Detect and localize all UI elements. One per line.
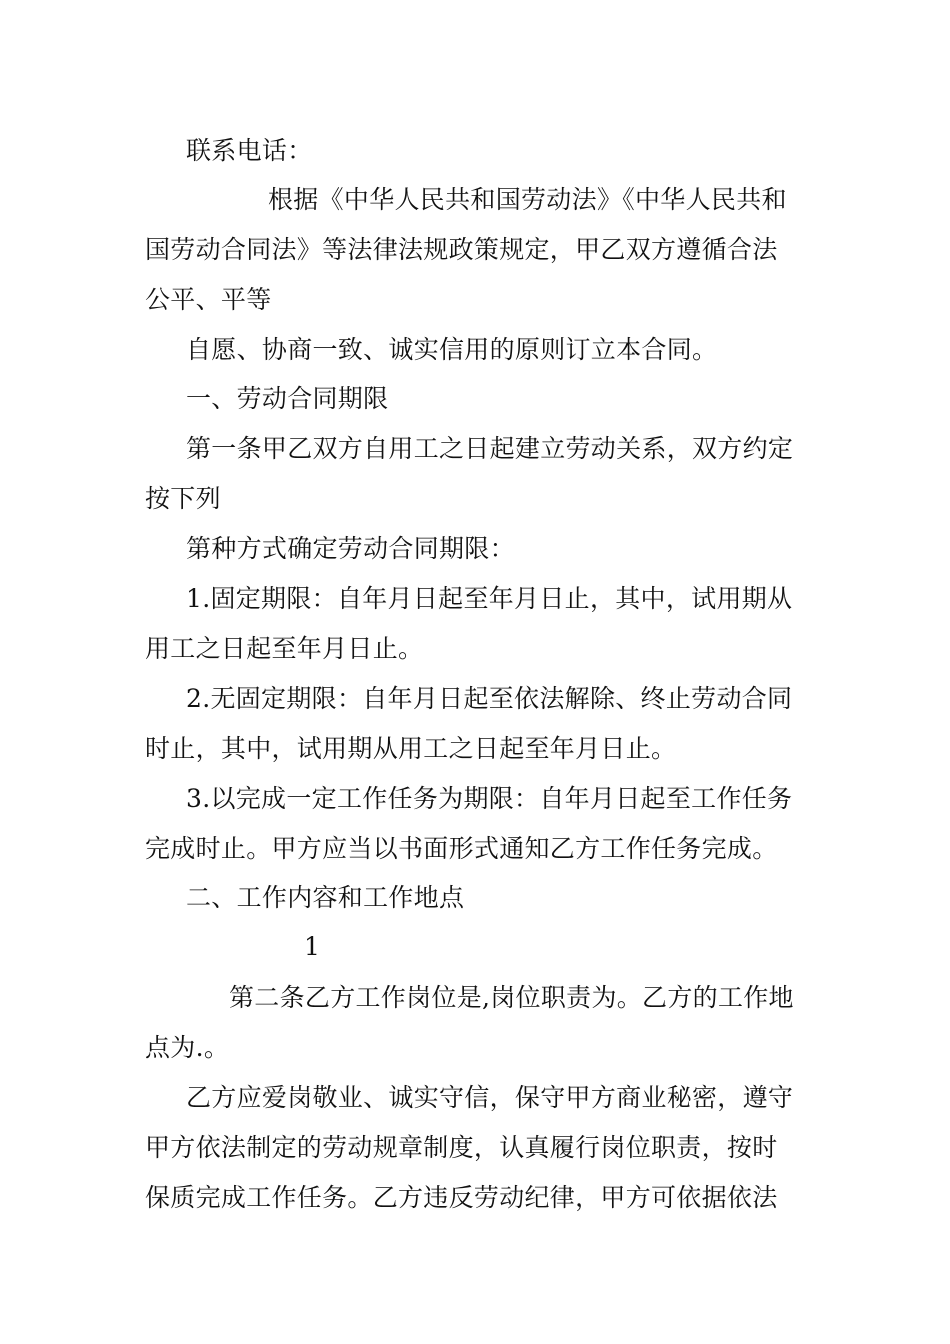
text-line: 第二条乙方工作岗位是,岗位职责为。乙方的工作地 — [229, 983, 794, 1012]
page-number: 1 — [304, 932, 321, 961]
list-item-text: 1.固定期限：自年月日起至年月日止，其中，试用期从 — [186, 584, 793, 613]
text-line: 保质完成工作任务。乙方违反劳动纪律，甲方可依据依法 — [145, 1183, 778, 1212]
text-line: 第种方式确定劳动合同期限： — [186, 534, 515, 563]
list-item-text: 2.无固定期限：自年月日起至依法解除、终止劳动合同 — [186, 684, 793, 713]
text-line: 乙方应爱岗敬业、诚实守信，保守甲方商业秘密，遵守 — [186, 1083, 794, 1112]
text-line: 根据《中华人民共和国劳动法》《中华人民共和 — [268, 185, 787, 214]
text-line: 时止，其中，试用期从用工之日起至年月日止。 — [145, 734, 677, 763]
text-line: 国劳动合同法》等法律法规政策规定，甲乙双方遵循合法 — [145, 235, 778, 264]
list-item-text: 3.以完成一定工作任务为期限：自年月日起至工作任务 — [186, 784, 793, 813]
text-line: 公平、平等 — [145, 285, 272, 314]
text-line: 点为.。 — [145, 1033, 230, 1062]
text-line: 自愿、协商一致、诚实信用的原则订立本合同。 — [186, 335, 718, 364]
text-line: 按下列 — [145, 484, 221, 513]
contact-phone-line: 联系电话： — [186, 136, 313, 165]
text-line: 完成时止。甲方应当以书面形式通知乙方工作任务完成。 — [145, 834, 778, 863]
section-heading: 二、工作内容和工作地点 — [186, 883, 465, 912]
text-line: 用工之日起至年月日止。 — [145, 634, 424, 663]
text-line: 第一条甲乙双方自用工之日起建立劳动关系，双方约定 — [186, 434, 794, 463]
section-heading: 一、劳动合同期限 — [186, 384, 389, 413]
text-line: 甲方依法制定的劳动规章制度，认真履行岗位职责，按时 — [145, 1133, 778, 1162]
